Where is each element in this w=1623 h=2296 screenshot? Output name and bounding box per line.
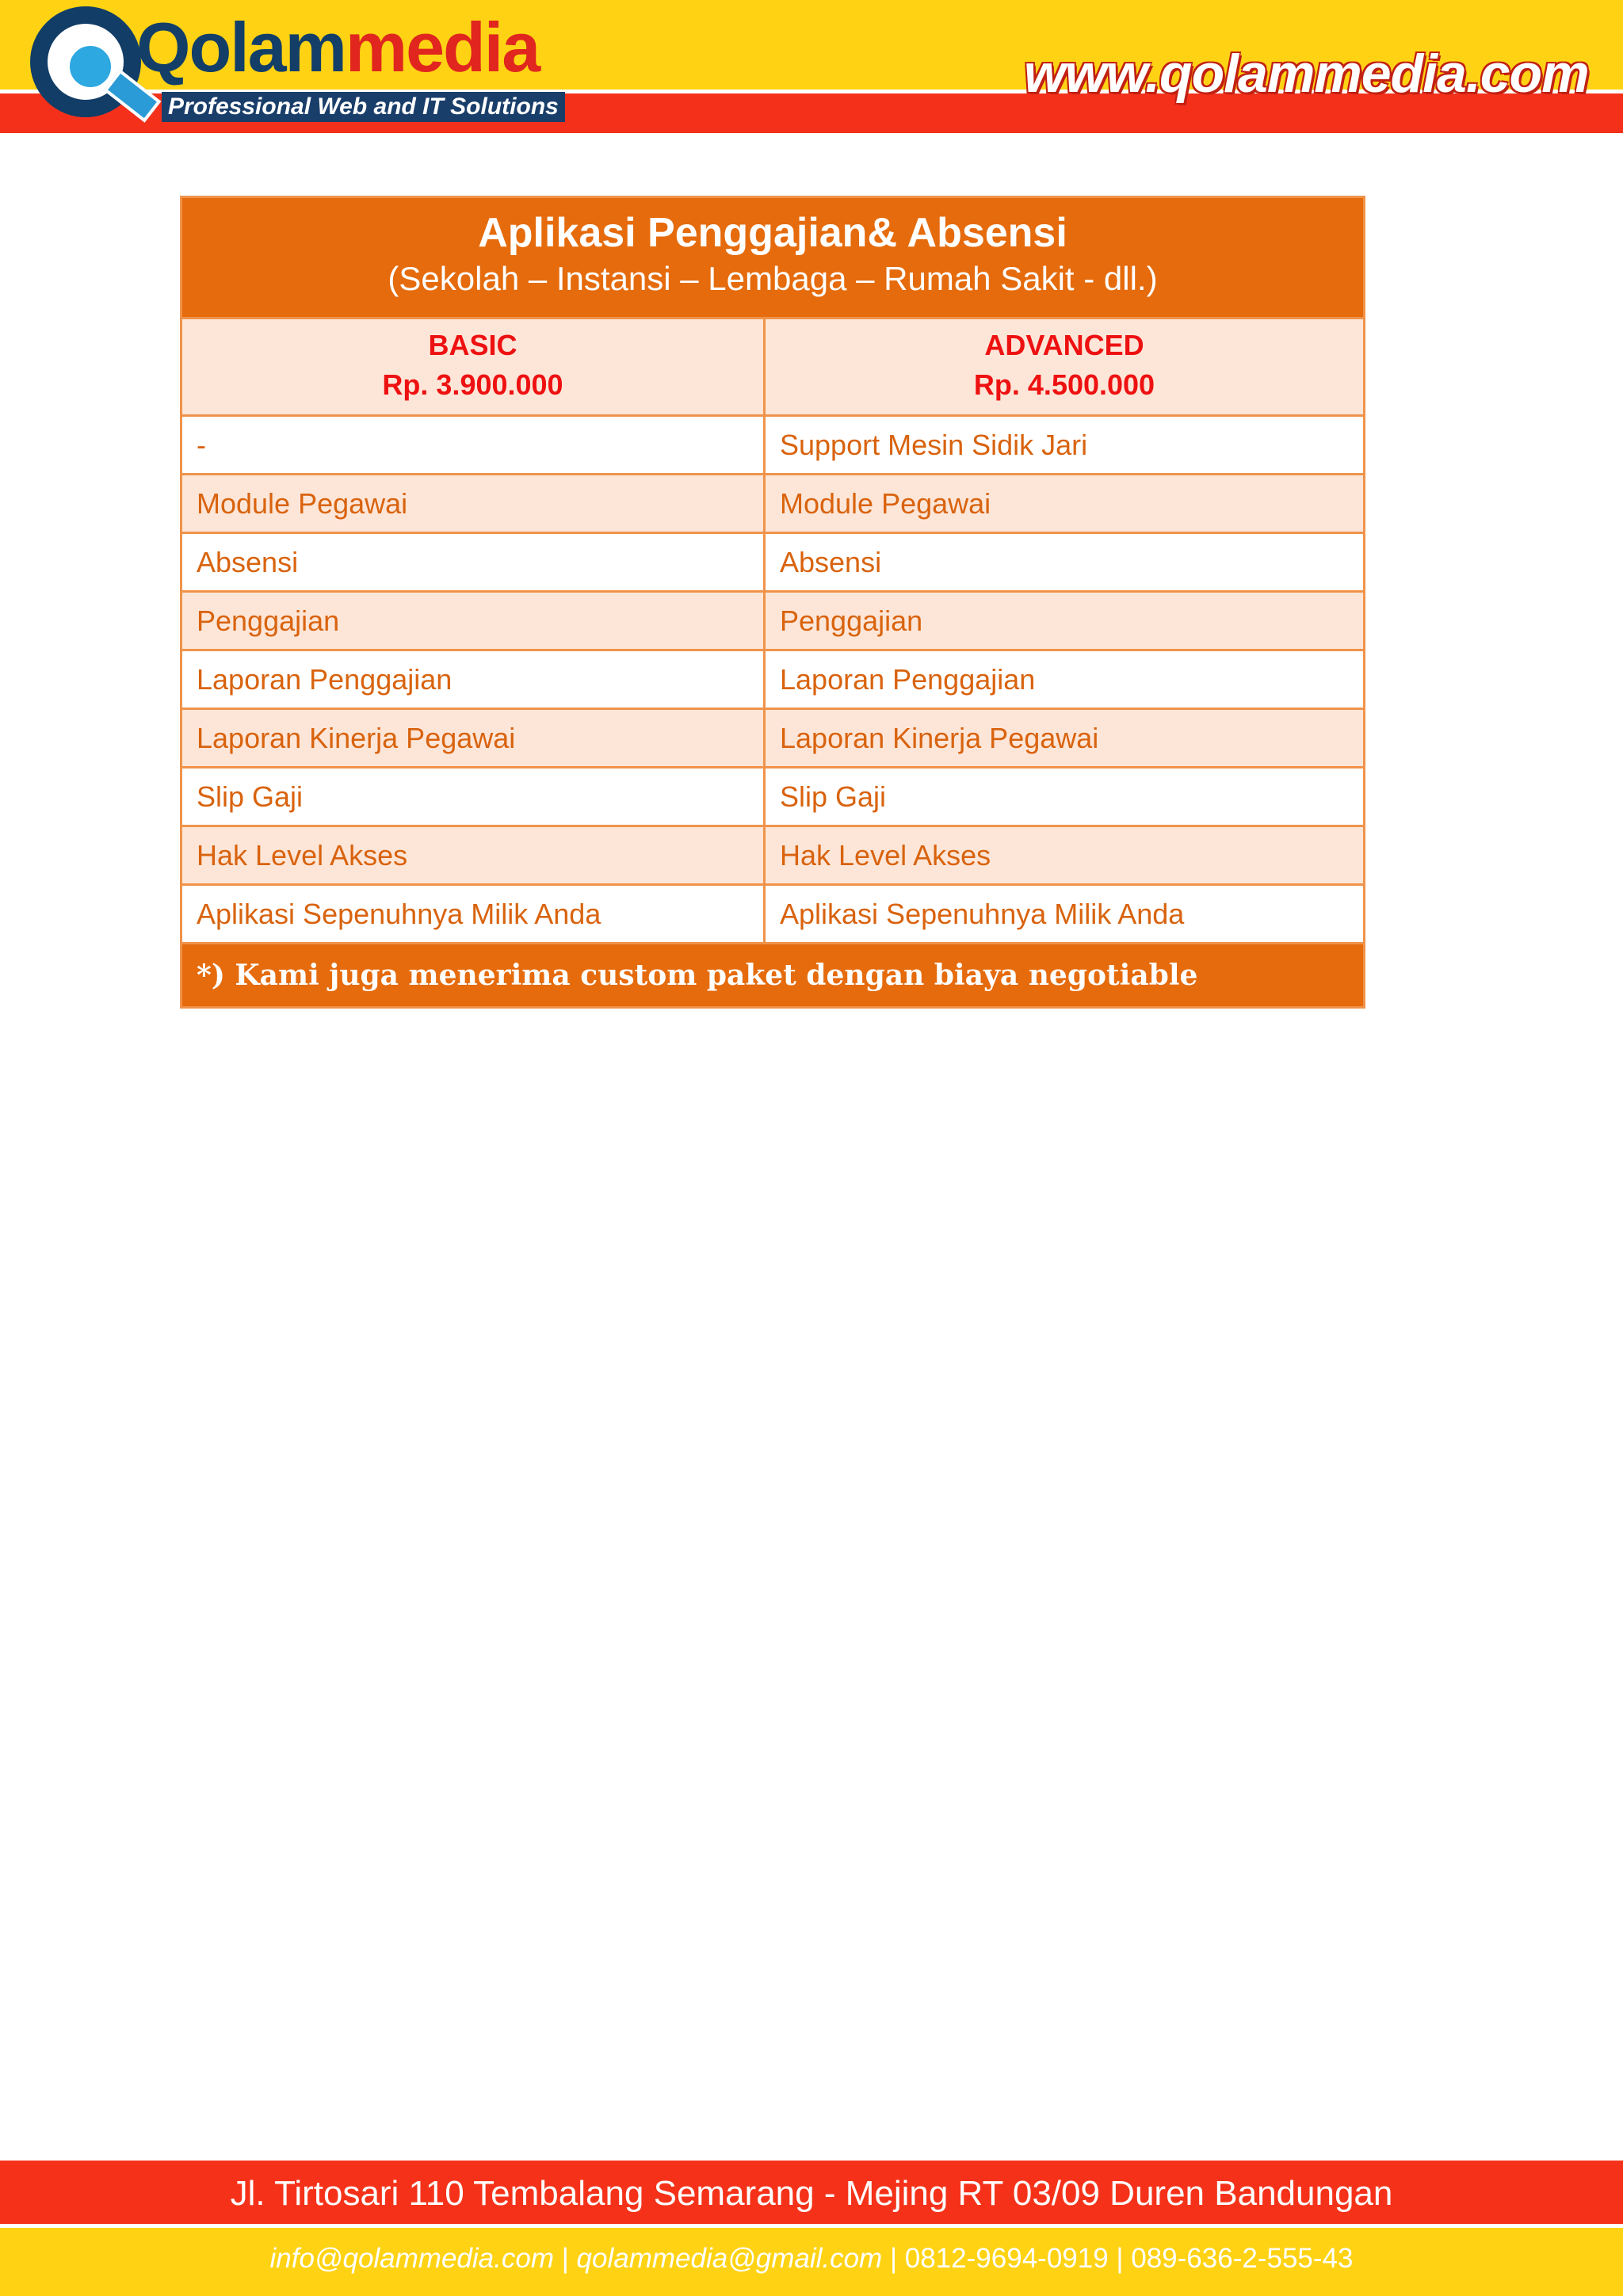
advanced-feature-cell: Laporan Penggajian <box>780 663 1036 696</box>
advanced-feature-cell: Support Mesin Sidik Jari <box>780 429 1088 461</box>
phone-2: 089-636-2-555-43 <box>1131 2243 1354 2274</box>
table-row <box>182 649 1363 707</box>
basic-feature-cell: Penggajian <box>182 593 766 649</box>
contact-separator: | <box>1116 2243 1124 2274</box>
basic-feature-cell: Absensi <box>182 534 766 590</box>
table-row <box>182 825 1363 883</box>
table-header <box>182 198 1363 317</box>
plan-name: BASIC <box>428 329 517 361</box>
logo-wordmark-part1: Qolam <box>136 8 346 86</box>
plan-basic <box>182 319 766 414</box>
company-logo <box>30 6 559 125</box>
page-footer <box>0 2161 1623 2296</box>
table-title: Aplikasi Penggajian& Absensi <box>478 210 1067 256</box>
basic-feature-cell: Aplikasi Sepenuhnya Milik Anda <box>182 886 766 942</box>
table-row <box>182 414 1363 473</box>
custom-package-note: *) Kami juga menerima custom paket dengan biaya negotiable <box>182 942 1363 1006</box>
table-subtitle: (Sekolah – Instansi – Lembaga – Rumah Sakit - dll.) <box>388 260 1158 297</box>
pricing-table <box>180 196 1365 1009</box>
logo-tagline: Professional Web and IT Solutions <box>162 92 565 122</box>
advanced-feature-cell: Slip Gaji <box>780 780 887 813</box>
plan-name: ADVANCED <box>984 329 1144 361</box>
contact-line <box>0 2241 1623 2276</box>
advanced-feature-cell: Aplikasi Sepenuhnya Milik Anda <box>780 898 1185 930</box>
table-row <box>182 532 1363 590</box>
logo-wordmark <box>136 8 540 86</box>
advanced-feature-cell: Penggajian <box>780 605 923 637</box>
plan-price: Rp. 4.500.000 <box>973 368 1155 401</box>
advanced-feature-cell: Hak Level Akses <box>780 839 991 871</box>
website-url: www.qolammedia.com <box>1024 44 1589 104</box>
page-header <box>0 0 1623 133</box>
email-info: info@qolammedia.com <box>269 2243 554 2274</box>
basic-feature-cell: Hak Level Akses <box>182 827 766 883</box>
advanced-feature-cell: Module Pegawai <box>780 487 991 520</box>
basic-feature-cell: Slip Gaji <box>182 769 766 825</box>
table-row <box>182 473 1363 532</box>
plan-advanced <box>766 319 1363 414</box>
advanced-feature-cell: Absensi <box>780 546 882 578</box>
logo-wordmark-part2: media <box>345 8 540 86</box>
table-row <box>182 766 1363 825</box>
plan-price: Rp. 3.900.000 <box>382 368 563 401</box>
advanced-feature-cell: Laporan Kinerja Pegawai <box>780 722 1099 754</box>
basic-feature-cell: Laporan Kinerja Pegawai <box>182 710 766 766</box>
email-gmail: qolammedia@gmail.com <box>576 2243 883 2274</box>
basic-feature-cell: - <box>182 417 766 473</box>
contact-separator: | <box>561 2243 569 2274</box>
contact-separator: | <box>889 2243 898 2274</box>
basic-feature-cell: Module Pegawai <box>182 475 766 532</box>
table-row <box>182 883 1363 942</box>
plan-header-row <box>182 317 1363 414</box>
company-address: Jl. Tirtosari 110 Tembalang Semarang - Mejing RT 03/09 Duren Bandungan <box>230 2174 1393 2213</box>
table-row <box>182 590 1363 649</box>
phone-1: 0812-9694-0919 <box>904 2243 1109 2274</box>
table-row <box>182 707 1363 766</box>
basic-feature-cell: Laporan Penggajian <box>182 651 766 707</box>
